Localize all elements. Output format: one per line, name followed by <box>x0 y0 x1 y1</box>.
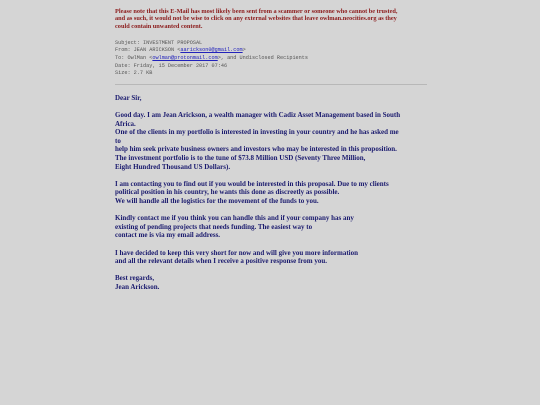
warning-line: Please note that this E-Mail has most likely been sent from a scammer or someone who cannot be trusted, <box>115 8 398 15</box>
to-email-link[interactable]: owlman@protonmail.com <box>152 55 218 62</box>
body-line: help him seek private business owners and investors who may be interested in this proposition. <box>115 145 397 154</box>
body-line: Good day. I am Jean Arickson, a wealth manager with Cadiz Asset Management based in South <box>115 111 401 120</box>
body-line: and all the relevant details when I receive a positive response from you. <box>115 257 327 266</box>
header-divider <box>115 84 427 85</box>
body-line: to <box>115 136 121 145</box>
body-line: existing of pending projects that needs funding. The easiest way to <box>115 222 313 231</box>
subject-header: Subject: INVESTMENT PROPOSAL <box>115 39 203 46</box>
body-line: Kindly contact me if you think you can handle this and if your company has any <box>115 214 354 223</box>
greeting: Dear Sir, <box>115 93 142 102</box>
size-header: Size: 2.7 KB <box>115 70 153 77</box>
from-suffix: > <box>242 47 246 54</box>
body-line: I am contacting you to find out if you would be interested in this proposal. Due to my clients <box>115 179 389 188</box>
email-headers <box>115 40 427 78</box>
email-body <box>115 94 427 292</box>
body-paragraph <box>115 214 427 240</box>
to-prefix: To: OwlMan < <box>115 55 153 62</box>
warning-line: could contain unwanted content. <box>115 22 203 30</box>
body-line: political position in his country, he wants this done as discreetly as possible. <box>115 188 340 197</box>
signoff-name: Jean Arickson. <box>115 282 160 291</box>
signoff-line: Best regards, <box>115 274 155 283</box>
body-paragraph <box>115 249 427 266</box>
to-header <box>115 55 427 63</box>
body-line: Eight Hundred Thousand US Dollars). <box>115 162 231 171</box>
to-suffix: >, and Undisclosed Recipients <box>217 55 309 62</box>
body-line: I have decided to keep this very short for now and will give you more information <box>115 248 358 257</box>
signoff <box>115 274 427 291</box>
body-line: One of the clients in my portfolio is interested in investing in your country and he has asked me <box>115 128 399 137</box>
email-content <box>115 8 427 300</box>
body-paragraph <box>115 111 427 171</box>
body-paragraph <box>115 180 427 206</box>
body-line: The investment portfolio is to the tune of $73.8 Million USD (Seventy Three Million, <box>115 154 366 163</box>
scam-warning <box>115 8 427 30</box>
from-email-link[interactable]: aarickson0@gmail.com <box>180 47 243 54</box>
body-line: contact me is via my email address. <box>115 231 221 240</box>
date-header: Date: Friday, 15 December 2017 07:46 <box>115 62 228 69</box>
from-header <box>115 47 427 55</box>
body-line: Africa. <box>115 119 136 128</box>
from-prefix: From: JEAN ARICKSON < <box>115 47 181 54</box>
body-line: We will handle all the logistics for the movement of the funds to you. <box>115 196 319 205</box>
warning-line: and as such, it would not be wise to click on any external websites that leave owlman.neocities.org as they <box>115 15 397 23</box>
